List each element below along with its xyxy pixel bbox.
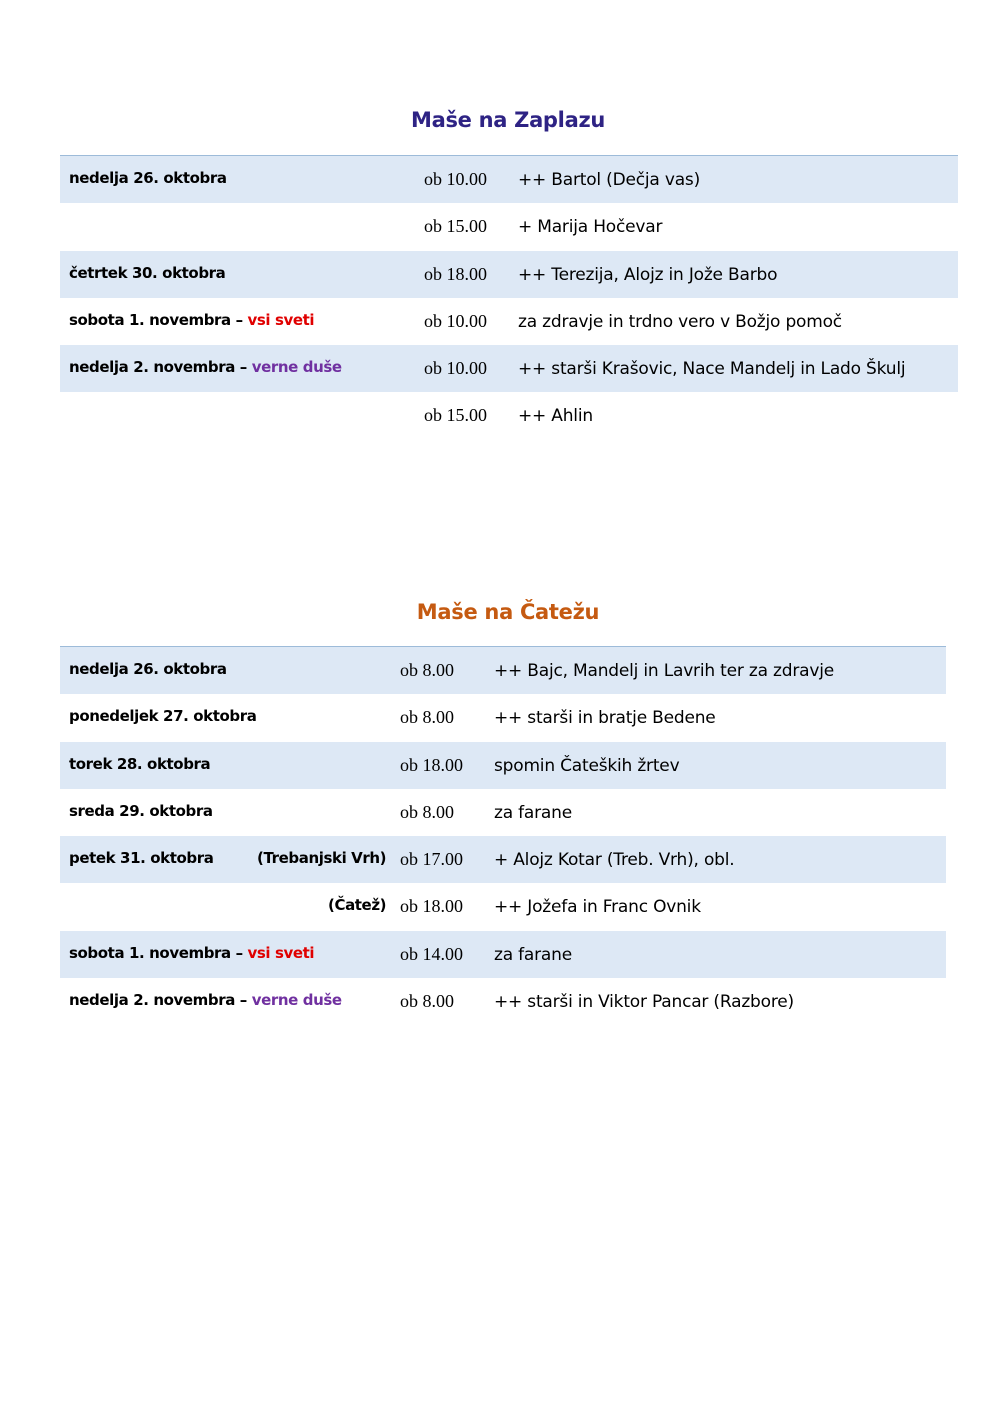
day-label: petek 31. oktobra: [69, 849, 214, 868]
table-row: [60, 694, 946, 741]
mass-time: ob 8.00: [400, 801, 454, 822]
day-label: nedelja 2. novembra – verne duše: [69, 358, 342, 377]
zaplaz-title: Maše na Zaplazu: [410, 108, 606, 132]
feast-label: verne duše: [251, 991, 342, 1010]
mass-intention: ++ Terezija, Alojz in Jože Barbo: [518, 264, 778, 285]
mass-intention: za farane: [494, 944, 572, 965]
mass-intention: za farane: [494, 802, 572, 823]
catez-title: Maše na Čatežu: [416, 600, 600, 624]
mass-intention: ++ Ahlin: [518, 406, 593, 427]
mass-intention: + Marija Hočevar: [518, 217, 663, 238]
mass-intention: ++ starši in Viktor Pancar (Razbore): [494, 992, 794, 1013]
day-label: sreda 29. oktobra: [69, 801, 213, 820]
table-row: [60, 345, 958, 392]
table-row: [60, 931, 946, 978]
mass-time: ob 14.00: [400, 943, 463, 964]
table-row: [60, 251, 958, 298]
mass-time: ob 18.00: [400, 896, 463, 917]
mass-intention: za zdravje in trdno vero v Božjo pomoč: [518, 311, 842, 332]
mass-intention: ++ starši Krašovic, Nace Mandelj in Lado Škulj: [518, 359, 906, 380]
mass-time: ob 8.00: [400, 991, 454, 1012]
table-row: [60, 392, 958, 439]
mass-intention: ++ Bartol (Dečja vas): [518, 170, 700, 190]
day-label: ponedeljek 27. oktobra: [69, 707, 257, 726]
feast-label: vsi sveti: [247, 310, 315, 329]
day-label: torek 28. oktobra: [69, 754, 211, 773]
mass-intention: spomin Čateških žrtev: [494, 755, 680, 776]
catez-schedule-table: [60, 646, 946, 1025]
mass-time: ob 10.00: [424, 169, 487, 189]
mass-time: ob 10.00: [424, 310, 487, 331]
location-label: (Čatež): [328, 896, 387, 915]
mass-time: ob 8.00: [400, 660, 454, 680]
location-label: (Trebanjski Vrh): [257, 849, 387, 868]
mass-time: ob 10.00: [424, 358, 487, 379]
table-row: [60, 742, 946, 789]
mass-time: ob 15.00: [424, 216, 487, 237]
table-row: [60, 203, 958, 250]
day-label: sobota 1. novembra – vsi sveti: [69, 943, 315, 962]
mass-intention: ++ Bajc, Mandelj in Lavrih ter za zdravje: [494, 661, 834, 681]
feast-label: vsi sveti: [247, 943, 315, 962]
day-label: nedelja 2. novembra – verne duše: [69, 991, 342, 1010]
day-label: nedelja 26. oktobra: [69, 660, 227, 678]
mass-time: ob 17.00: [400, 849, 463, 870]
day-label: nedelja 26. oktobra: [69, 169, 227, 187]
mass-intention: + Alojz Kotar (Treb. Vrh), obl.: [494, 850, 735, 871]
mass-time: ob 18.00: [424, 263, 487, 284]
table-row: [60, 789, 946, 836]
table-row: [60, 883, 946, 930]
table-row: [60, 836, 946, 883]
table-row: [60, 156, 958, 203]
feast-label: verne duše: [251, 358, 342, 377]
mass-time: ob 18.00: [400, 754, 463, 775]
mass-time: ob 8.00: [400, 707, 454, 728]
day-label: sobota 1. novembra – vsi sveti: [69, 310, 315, 329]
table-row: [60, 978, 946, 1025]
mass-time: ob 15.00: [424, 405, 487, 426]
zaplaz-schedule-table: [60, 155, 958, 440]
table-row: [60, 298, 958, 345]
mass-intention: ++ Jožefa in Franc Ovnik: [494, 897, 701, 918]
day-label: četrtek 30. oktobra: [69, 263, 226, 282]
mass-intention: ++ starši in bratje Bedene: [494, 708, 716, 729]
table-row: [60, 647, 946, 694]
